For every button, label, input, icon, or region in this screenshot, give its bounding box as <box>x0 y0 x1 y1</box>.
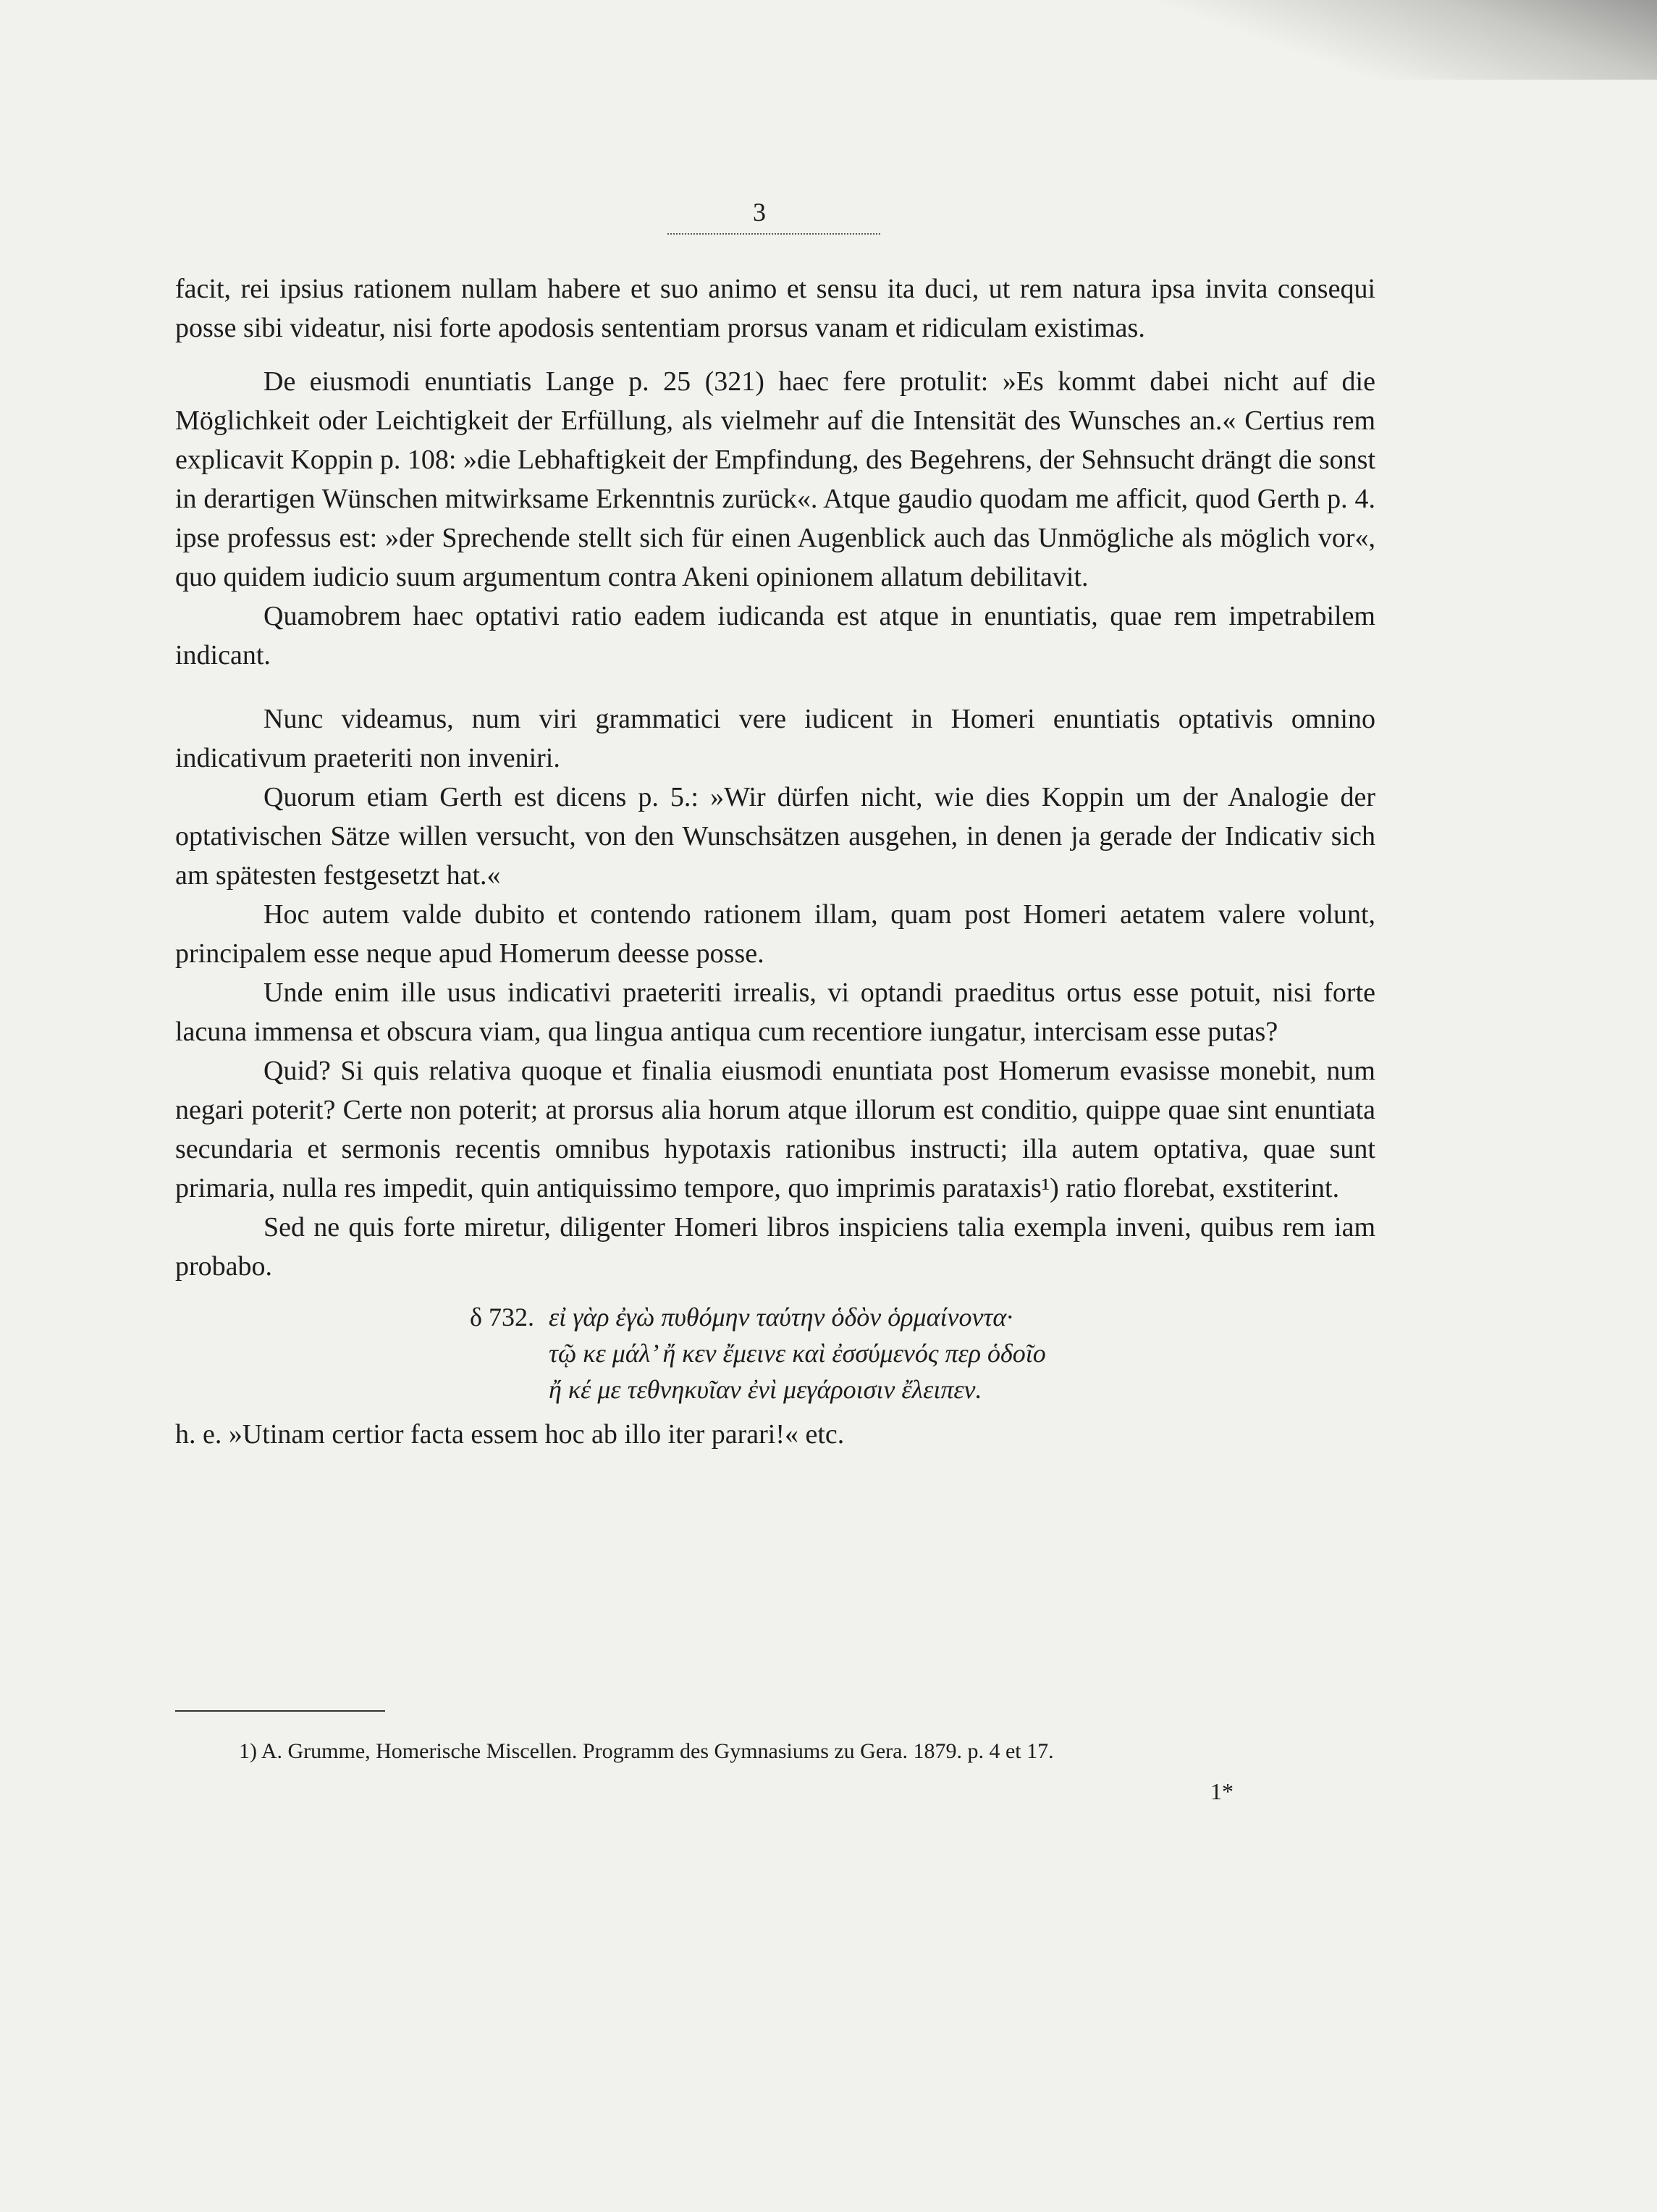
paragraph-2: De eiusmodi enuntiatis Lange p. 25 (321) haec fere protulit: »Es kommt dabei nicht auf die Möglichkeit oder Leichtigkeit der Erfüllung, als vielmehr auf die Intensität des Wunsches an.« Certius rem explicavit Koppin p. 108: »die Lebhaftigkeit der Empfindung, des Begehrens, der Sehnsucht drängt die sonst in derartigen Wünschen mitwirksame Erkenntnis zurück«. Atque gaudio quodam me afficit, quod Gerth p. 4. ipse professus est: »der Sprechende stellt sich für einen Augenblick auch das Unmögliche als möglich vor«, quo quidem iudicio suum argumentum contra Akeni opinionem allatum debilitavit. <box>175 366 1375 592</box>
quote-line-2: τῷ κε μάλ’ ἤ κεν ἔμεινε καὶ ἐσσύμενός περ ὁδοῖο <box>549 1339 1046 1368</box>
quote-text: εἰ γὰρ ἐγὼ πυθόμην ταύτην ὁδὸν ὁρμαίνοντα· <box>549 1303 1013 1332</box>
quote-line-3: ἤ κέ με τεθνηκυῖαν ἐνὶ μεγάροισιν ἔλειπεν. <box>549 1375 982 1404</box>
signature-mark: 1* <box>1210 1778 1234 1804</box>
paragraph-6: Hoc autem valde dubito et contendo rationem illam, quam post Homeri aetatem valere volunt, principalem esse neque apud Homerum deesse posse. <box>175 899 1375 969</box>
homer-quotation <box>175 1299 1375 1408</box>
paragraph-5: Quorum etiam Gerth est dicens p. 5.: »Wir dürfen nicht, wie dies Koppin um der Analogie der optativischen Sätze willen versucht, von den Wunschsätzen ausgehen, in denen ja gerade der Indicativ sich am spätesten festgesetzt hat.« <box>175 782 1375 891</box>
paragraph-4: Nunc videamus, num viri grammatici vere iudicent in Homeri enuntiatis optativis omnino indicativum praeteriti non inveniri. <box>175 704 1375 773</box>
paragraph-8: Quid? Si quis relativa quoque et finalia eiusmodi enuntiata post Homerum evasisse monebit, num negari poterit? Certe non poterit; at prorsus alia horum atque illorum est conditio, quippe quae sint enuntiata secundaria et sermonis recentis omnibus hypotaxis rationibus instructi; illa autem optativa, quae sunt primaria, nulla res impedit, quin antiquissimo tempore, quo imprimis parataxis¹) ratio florebat, exstiterint. <box>175 1056 1375 1203</box>
footnote-rule <box>175 1710 385 1712</box>
quote-reference: δ 732. <box>470 1303 534 1332</box>
paragraph-7: Unde enim ille usus indicativi praeteriti irrealis, vi optandi praeditus ortus esse potuit, nisi forte lacuna immensa et obscura viam, qua lingua antiqua cum recentiore iungatur, intercisam esse putas? <box>175 977 1375 1047</box>
quote-line-1 <box>175 1299 1375 1335</box>
paragraph-1: facit, rei ipsius rationem nullam habere et suo animo et sensu ita duci, ut rem natura ipsa invita consequi posse sibi videatur, nisi forte apodosis sententiam prorsus vanam et ridiculam existimas. <box>175 274 1375 343</box>
page-number: 3 <box>753 198 766 227</box>
footnote: 1) A. Grumme, Homerische Miscellen. Programm des Gymnasiums zu Gera. 1879. p. 4 et 17. <box>239 1739 1054 1763</box>
translation: h. e. »Utinam certior facta essem hoc ab illo iter parari!« etc. <box>175 1419 845 1450</box>
body-text <box>175 269 1375 1454</box>
paragraph-3: Quamobrem haec optativi ratio eadem iudicanda est atque in enuntiatis, quae rem impetrabilem indicant. <box>175 601 1375 670</box>
scan-edge-shadow <box>1150 0 1657 80</box>
page-number-rule <box>667 233 880 235</box>
paragraph-9: Sed ne quis forte miretur, diligenter Homeri libros inspiciens talia exempla inveni, quibus rem iam probabo. <box>175 1212 1375 1282</box>
